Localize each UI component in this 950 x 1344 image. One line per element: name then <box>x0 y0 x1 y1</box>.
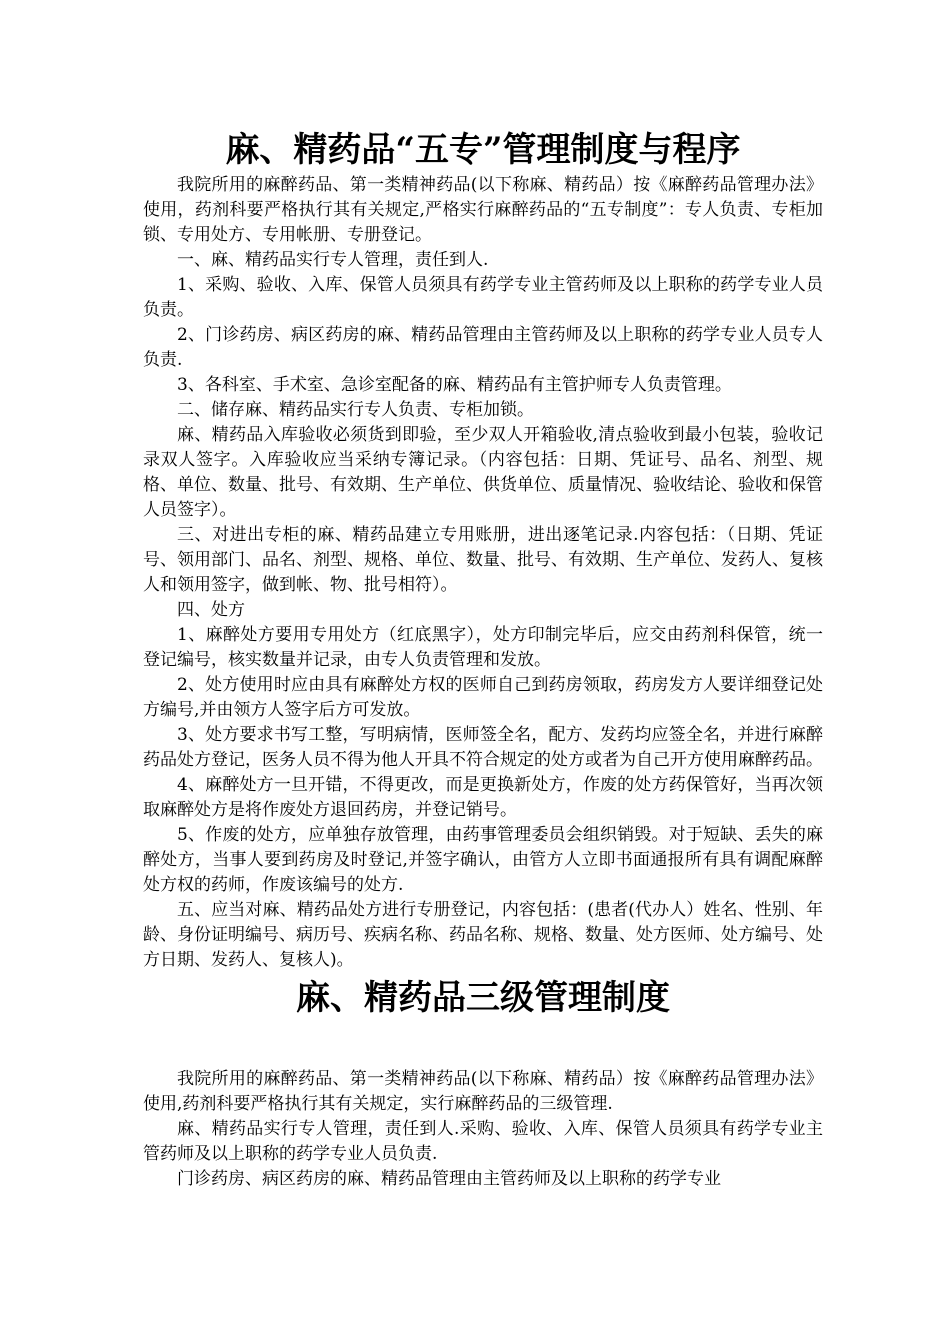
paragraph: 麻、精药品入库验收必须货到即验，至少双人开箱验收,清点验收到最小包装，验收记录双人签字。入库验收应当采纳专簿记录。（内容包括：日期、凭证号、品名、剂型、规格、单位、数量、批号、有效期、生产单位、供货单位、质量情况、验收结论、验收和保管人员签字）。 <box>143 425 823 520</box>
paragraph: 我院所用的麻醉药品、第一类精神药品(以下称麻、精药品）按《麻醉药品管理办法》使用，药剂科要严格执行其有关规定,严格实行麻醉药品的“五专制度”：专人负责、专柜加锁、专用处方、专用帐册、专册登记。 <box>143 175 823 245</box>
paragraph: 3、各科室、手术室、急诊室配备的麻、精药品有主管护师专人负责管理。 <box>177 375 732 395</box>
section-five-special-management <box>143 173 823 973</box>
paragraph: 1、采购、验收、入库、保管人员须具有药学专业主管药师及以上职称的药学专业人员负责。 <box>143 275 823 320</box>
paragraph: 麻、精药品实行专人管理，责任到人.采购、验收、入库、保管人员须具有药学专业主管药师及以上职称的药学专业人员负责. <box>143 1119 823 1164</box>
paragraph: 4、麻醉处方一旦开错，不得更改，而是更换新处方，作废的处方药保管好，当再次领取麻醉处方是将作废处方退回药房，并登记销号。 <box>143 775 823 820</box>
paragraph: 我院所用的麻醉药品、第一类精神药品(以下称麻、精药品）按《麻醉药品管理办法》使用,药剂科要严格执行其有关规定，实行麻醉药品的三级管理. <box>143 1069 823 1114</box>
paragraph: 五、应当对麻、精药品处方进行专册登记，内容包括：(患者(代办人）姓名、性别、年龄、身份证明编号、病历号、疾病名称、药品名称、规格、数量、处方医师、处方编号、处方日期、发药人、复核人)。 <box>143 900 823 970</box>
section-three-level-management <box>143 1067 823 1192</box>
paragraph: 门诊药房、病区药房的麻、精药品管理由主管药师及以上职称的药学专业 <box>177 1169 721 1189</box>
paragraph: 1、麻醉处方要用专用处方（红底黑字），处方印制完毕后，应交由药剂科保管，统一登记编号，核实数量并记录，由专人负责管理和发放。 <box>143 625 823 670</box>
paragraph: 2、处方使用时应由具有麻醉处方权的医师自己到药房领取，药房发方人要详细登记处方编号,并由领方人签字后方可发放。 <box>143 675 823 720</box>
paragraph: 四、处方 <box>177 600 245 620</box>
document-page <box>143 0 823 1192</box>
paragraph: 二、储存麻、精药品实行专人负责、专柜加锁。 <box>177 400 534 420</box>
paragraph: 三、对进出专柜的麻、精药品建立专用账册，进出逐笔记录.内容包括：（日期、凭证号、领用部门、品名、剂型、规格、单位、数量、批号、有效期、生产单位、发药人、复核人和领用签字，做到帐、物、批号相符）。 <box>143 525 823 595</box>
document-title: 麻、精药品“五专”管理制度与程序 <box>225 130 741 170</box>
paragraph: 2、门诊药房、病区药房的麻、精药品管理由主管药师及以上职称的药学专业人员专人负责. <box>143 325 823 370</box>
paragraph: 5、作废的处方，应单独存放管理，由药事管理委员会组织销毁。对于短缺、丢失的麻醉处方，当事人要到药房及时登记,并签字确认，由管方人立即书面通报所有具有调配麻醉处方权的药师，作废该编号的处方. <box>143 825 823 895</box>
paragraph: 一、麻、精药品实行专人管理，责任到人. <box>177 250 489 270</box>
paragraph: 3、处方要求书写工整，写明病情，医师签全名，配方、发药均应签全名，并进行麻醉药品处方登记，医务人员不得为他人开具不符合规定的处方或者为自己开方使用麻醉药品。 <box>143 725 823 770</box>
section-title: 麻、精药品三级管理制度 <box>296 978 670 1018</box>
